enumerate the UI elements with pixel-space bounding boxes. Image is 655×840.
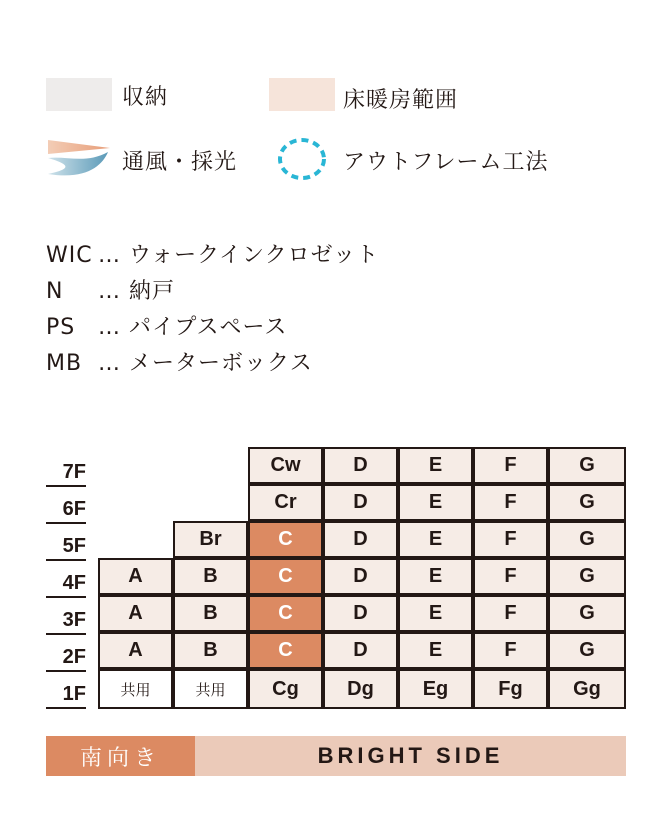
floor-label-2f: 2F [46,644,86,672]
unit-cell[interactable]: B [173,632,248,669]
unit-cell[interactable]: F [473,484,548,521]
unit-cell[interactable]: G [548,521,626,558]
ventilation-legend-label: 通風・採光 [122,150,238,175]
unit-cell[interactable]: D [323,521,398,558]
unit-cell[interactable]: E [398,521,473,558]
unit-cell[interactable]: E [398,558,473,595]
unit-cell[interactable]: F [473,632,548,669]
abbr-key: N [46,279,64,304]
unit-cell[interactable]: D [323,595,398,632]
unit-cell[interactable]: Cr [248,484,323,521]
outframe-legend-label: アウトフレーム工法 [343,150,549,175]
unit-cell[interactable]: D [323,484,398,521]
unit-cell-highlight[interactable]: C [248,595,323,632]
floor-label-3f: 3F [46,607,86,635]
dashed-circle-icon [277,137,327,181]
unit-cell[interactable]: Cw [248,447,323,484]
south-facing-label: 南向き [46,736,195,776]
unit-cell[interactable]: F [473,521,548,558]
bright-side-label: BRIGHT SIDE [195,736,626,776]
shared-cell: 共用 [173,669,248,709]
unit-cell[interactable]: E [398,595,473,632]
unit-cell[interactable]: Cg [248,669,323,709]
unit-cell[interactable]: Dg [323,669,398,709]
unit-cell[interactable]: D [323,558,398,595]
unit-cell[interactable]: G [548,632,626,669]
storage-swatch [46,78,112,111]
abbr-desc: … ウォークインクロゼット [98,243,380,268]
abbr-row-n [46,274,175,305]
unit-cell[interactable]: Eg [398,669,473,709]
floor-label-1f: 1F [46,681,86,709]
unit-cell[interactable]: Br [173,521,248,558]
unit-cell[interactable]: E [398,632,473,669]
unit-cell[interactable]: G [548,558,626,595]
unit-cell[interactable]: A [98,558,173,595]
abbr-key: WIC [46,243,93,268]
unit-cell[interactable]: B [173,595,248,632]
abbr-desc: … パイプスペース [98,315,288,340]
unit-cell-highlight[interactable]: C [248,632,323,669]
abbr-key: MB [46,351,83,376]
unit-cell[interactable]: A [98,632,173,669]
unit-cell[interactable]: D [323,632,398,669]
floor-label-5f: 5F [46,533,86,561]
unit-cell[interactable]: Gg [548,669,626,709]
unit-cell[interactable]: E [398,484,473,521]
floor-label-7f: 7F [46,459,86,487]
unit-cell[interactable]: F [473,595,548,632]
unit-cell[interactable]: G [548,447,626,484]
unit-cell[interactable]: D [323,447,398,484]
floor-heating-legend-label: 床暖房範囲 [343,88,459,113]
unit-cell[interactable]: E [398,447,473,484]
shared-cell: 共用 [98,669,173,709]
floor-label-4f: 4F [46,570,86,598]
abbr-desc: … メーターボックス [98,351,313,376]
abbr-desc: … 納戸 [98,279,175,304]
abbr-row-mb [46,346,313,377]
abbr-row-wic [46,238,379,269]
unit-cell[interactable]: G [548,484,626,521]
abbr-key: PS [46,315,76,340]
wind-light-icon [46,136,112,182]
unit-cell[interactable]: Fg [473,669,548,709]
unit-cell-highlight[interactable]: C [248,558,323,595]
unit-cell[interactable]: B [173,558,248,595]
unit-cell[interactable]: F [473,558,548,595]
floor-heating-swatch [269,78,335,111]
unit-cell[interactable]: F [473,447,548,484]
unit-cell-highlight[interactable]: C [248,521,323,558]
unit-cell[interactable]: G [548,595,626,632]
floor-label-6f: 6F [46,496,86,524]
abbr-row-ps [46,310,287,341]
unit-cell[interactable]: A [98,595,173,632]
storage-legend-label: 収納 [122,85,169,110]
